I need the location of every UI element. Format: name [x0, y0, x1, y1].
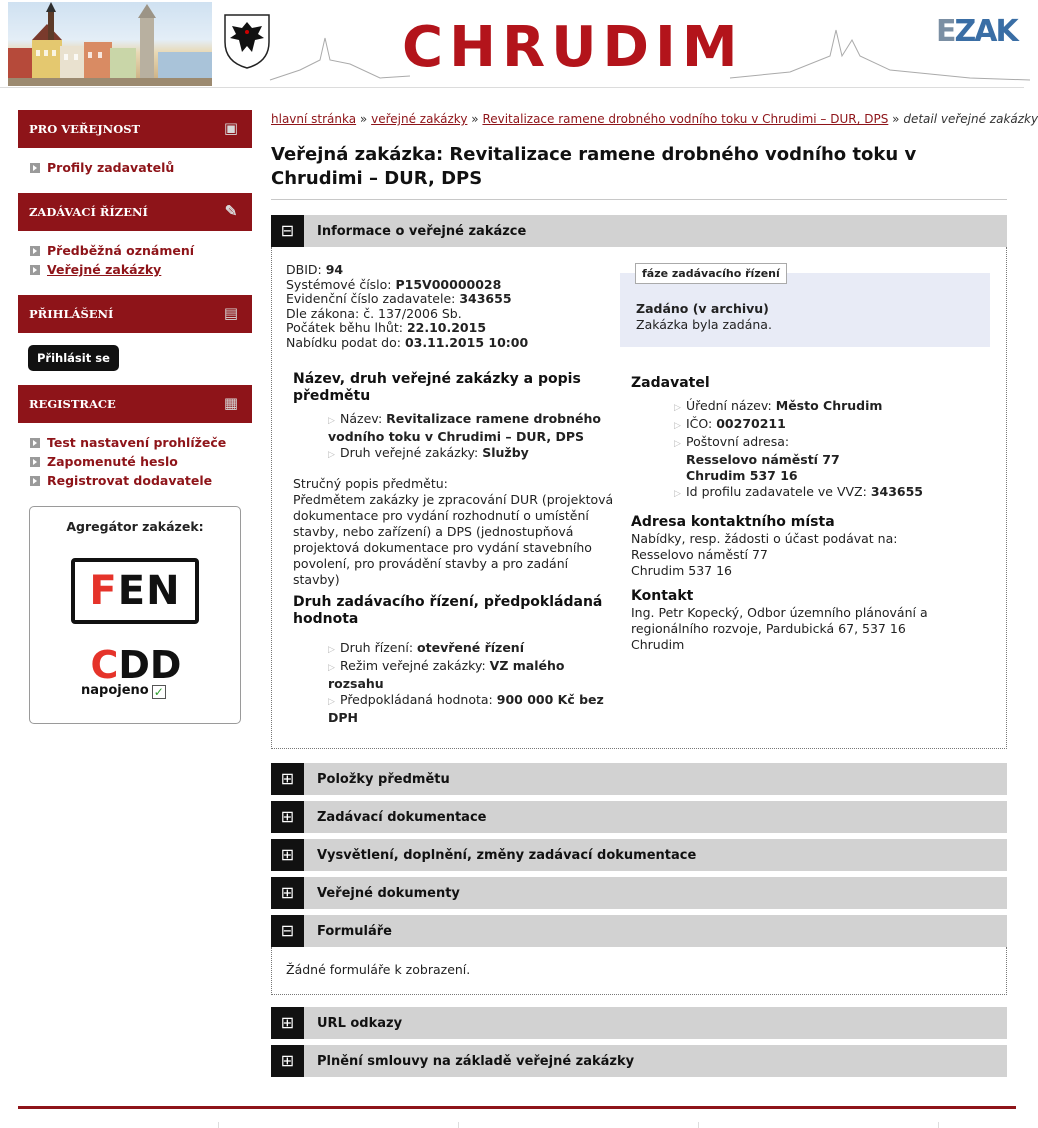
arrow-icon: ▷ [328, 450, 335, 460]
login-area [18, 333, 252, 385]
section-forms[interactable]: ⊟ Formuláře [271, 915, 1007, 947]
bullet-icon [30, 246, 40, 256]
footer-separator [218, 1122, 219, 1128]
contracting-name: ▷ Úřední název: Město Chrudim [674, 398, 990, 416]
sidebar-heading-tender: ZADÁVACÍ ŘÍZENÍ ✎ [18, 193, 252, 231]
sidebar-heading-login: PŘIHLÁŠENÍ ▤ [18, 295, 252, 333]
sidebar-link-register-supplier[interactable]: Registrovat dodavatele [47, 473, 213, 488]
connected-label: napojeno ✓ [81, 683, 164, 699]
info-left-column [286, 263, 616, 726]
section-info-panel [271, 247, 1007, 749]
breadcrumb-tender[interactable]: Revitalizace ramene drobného vodního toku v Chrudimi – DUR, DPS [482, 112, 889, 126]
section-clarifications[interactable]: ⊞ Vysvětlení, doplnění, změny zadávací dokumentace [271, 839, 1007, 871]
contact-place-heading: Adresa kontaktního místa [631, 514, 835, 530]
forms-panel [271, 947, 1007, 995]
sidebar-item-profiles [30, 160, 252, 176]
breadcrumb-home[interactable]: hlavní stránka [271, 112, 357, 126]
breadcrumb: hlavní stránka » veřejné zakázky » Revitalizace ramene drobného vodního toku v Chrudimi – DUR, DPS » detail veřejné zakázky [271, 112, 1038, 126]
main-content [271, 110, 1038, 1077]
section-info-header[interactable]: ⊟ Informace o veřejné zakázce [271, 215, 1007, 247]
sidebar-heading-public: PRO VEŘEJNOST ▣ [18, 110, 252, 148]
expand-icon[interactable]: ⊞ [271, 801, 304, 833]
ezak-logo[interactable]: EZAK [936, 14, 1017, 49]
footer-separator [938, 1122, 939, 1128]
subject-list [286, 411, 616, 463]
contracting-list [620, 398, 990, 502]
contact-place: Nabídky, resp. žádosti o účast podávat na: Resselovo náměstí 77 Chrudim 537 16 [631, 531, 898, 578]
arrow-icon: ▷ [674, 489, 681, 499]
section-info [271, 215, 1007, 749]
sidebar-item-register-supplier [30, 473, 252, 489]
info-right-column [620, 375, 990, 653]
sidebar-item-tenders [30, 262, 252, 278]
aggregator-title: Agregátor zakázek: [66, 519, 204, 534]
collapse-icon[interactable]: ⊟ [271, 215, 304, 247]
arrow-icon: ▷ [328, 645, 335, 655]
section-public-docs[interactable]: ⊞ Veřejné dokumenty [271, 877, 1007, 909]
contact-heading: Kontakt [631, 588, 694, 604]
arrow-icon: ▷ [328, 416, 335, 426]
sidebar-item-forgot-password [30, 454, 252, 470]
bullet-icon [30, 163, 40, 173]
procedure-list [286, 640, 616, 726]
contact-text: Ing. Petr Kopecký, Odbor územního plánování a regionálního rozvoje, Pardubická 67, 537 16 Chrudim [631, 605, 928, 652]
procedure-regime: ▷ Režim veřejné zakázky: VZ malého rozsahu [328, 658, 565, 691]
subject-description: Stručný popis předmětu: Předmětem zakázky je zpracování DUR (projektová dokumentace pro vydání rozhodnutí o umístění stavby, nebo zařízení) a DPS (jednostupňová projektová dokumentace pro vydání stavebního povolení, pro provádění stavby a pro zadání stavby) [293, 476, 614, 587]
sidebar [18, 110, 252, 724]
sidebar-list-registration [18, 423, 252, 500]
section-contract-fulfilment[interactable]: ⊞ Plnění smlouvy na základě veřejné zakázky [271, 1045, 1007, 1077]
sidebar-list-public [18, 148, 252, 193]
sidebar-link-forgot-password[interactable]: Zapomenuté heslo [47, 454, 178, 469]
expand-icon[interactable]: ⊞ [271, 763, 304, 795]
eagle-crest-icon [222, 12, 272, 70]
sidebar-item-browser-test [30, 435, 252, 451]
bullet-icon [30, 476, 40, 486]
subject-kind: ▷ Druh veřejné zakázky: Služby [328, 445, 616, 463]
sidebar-item-preliminary [30, 243, 252, 259]
section-items[interactable]: ⊞ Položky předmětu [271, 763, 1007, 795]
procedure-heading: Druh zadávacího řízení, předpokládaná hodnota [293, 594, 603, 627]
expand-icon[interactable]: ⊞ [271, 839, 304, 871]
login-icon: ▤ [223, 304, 239, 322]
expand-icon[interactable]: ⊞ [271, 1007, 304, 1039]
contracting-address-1: Resselovo náměstí 77 [686, 452, 840, 467]
site-header [0, 0, 1024, 88]
breadcrumb-current: detail veřejné zakázky [903, 112, 1038, 126]
phase-tag: fáze zadávacího řízení [635, 263, 787, 284]
fen-logo[interactable]: FEN [71, 558, 199, 624]
town-square-photo [8, 2, 212, 86]
sidebar-link-profiles[interactable]: Profily zadavatelů [47, 160, 175, 175]
expand-icon[interactable]: ⊞ [271, 1045, 304, 1077]
contracting-heading: Zadavatel [631, 375, 710, 391]
contracting-ico: ▷ IČO: 00270211 [674, 416, 990, 434]
cdd-logo[interactable]: CDD [90, 643, 182, 687]
sidebar-heading-registration: REGISTRACE ▦ [18, 385, 252, 423]
bullet-icon [30, 265, 40, 275]
public-icon: ▣ [223, 119, 239, 137]
procedure-value: ▷ Předpokládaná hodnota: 900 000 Kč bez DPH [328, 692, 604, 725]
arrow-icon: ▷ [674, 421, 681, 431]
footer-separator [698, 1122, 699, 1128]
subject-heading: Název, druh veřejné zakázky a popis předmětu [293, 371, 581, 404]
city-brand-title: CHRUDIM [402, 15, 744, 80]
bullet-icon [30, 457, 40, 467]
registration-icon: ▦ [223, 394, 239, 412]
sidebar-link-browser-test[interactable]: Test nastavení prohlížeče [47, 435, 227, 450]
page-title: Veřejná zakázka: Revitalizace ramene drobného vodního toku v Chrudimi – DUR, DPS [271, 143, 1007, 200]
tender-icon: ✎ [224, 202, 238, 220]
tender-meta: DBID: 94 Systémové číslo: P15V00000028 Evidenční číslo zadavatele: 343655 Dle zákona: č. 137/2006 Sb. Počátek běhu lhůt: 22.10.2015 Nabídku podat do: 03.11.2015 10:00 [286, 262, 529, 350]
sidebar-link-tenders[interactable]: Veřejné zakázky [47, 262, 162, 277]
arrow-icon: ▷ [328, 663, 335, 673]
footer-divider [18, 1106, 1016, 1109]
contracting-address: ▷ Poštovní adresa: [674, 434, 990, 452]
bullet-icon [30, 438, 40, 448]
check-icon: ✓ [153, 685, 164, 699]
aggregator-box [29, 506, 241, 724]
section-tender-docs[interactable]: ⊞ Zadávací dokumentace [271, 801, 1007, 833]
arrow-icon: ▷ [674, 403, 681, 413]
subject-name: ▷ Název: Revitalizace ramene drobného vodního toku v Chrudimi – DUR, DPS [328, 411, 601, 444]
contracting-address-2: Chrudim 537 16 [686, 468, 798, 483]
expand-icon[interactable]: ⊞ [271, 877, 304, 909]
collapse-icon[interactable]: ⊟ [271, 915, 304, 947]
breadcrumb-tenders[interactable]: veřejné zakázky [371, 112, 468, 126]
sidebar-link-preliminary[interactable]: Předběžná oznámení [47, 243, 195, 258]
procedure-type: ▷ Druh řízení: otevřené řízení [328, 640, 616, 658]
arrow-icon: ▷ [328, 697, 335, 707]
footer-separator [458, 1122, 459, 1128]
contracting-profile: ▷ Id profilu zadavatele ve VVZ: 343655 [674, 484, 990, 502]
section-url-links[interactable]: ⊞ URL odkazy [271, 1007, 1007, 1039]
sidebar-list-tender [18, 231, 252, 295]
forms-empty-message: Žádné formuláře k zobrazení. [286, 962, 471, 977]
phase-status: Zadáno (v archivu) Zakázka byla zadána. [636, 301, 772, 332]
arrow-icon: ▷ [674, 439, 681, 449]
login-button[interactable]: Přihlásit se [28, 345, 119, 371]
